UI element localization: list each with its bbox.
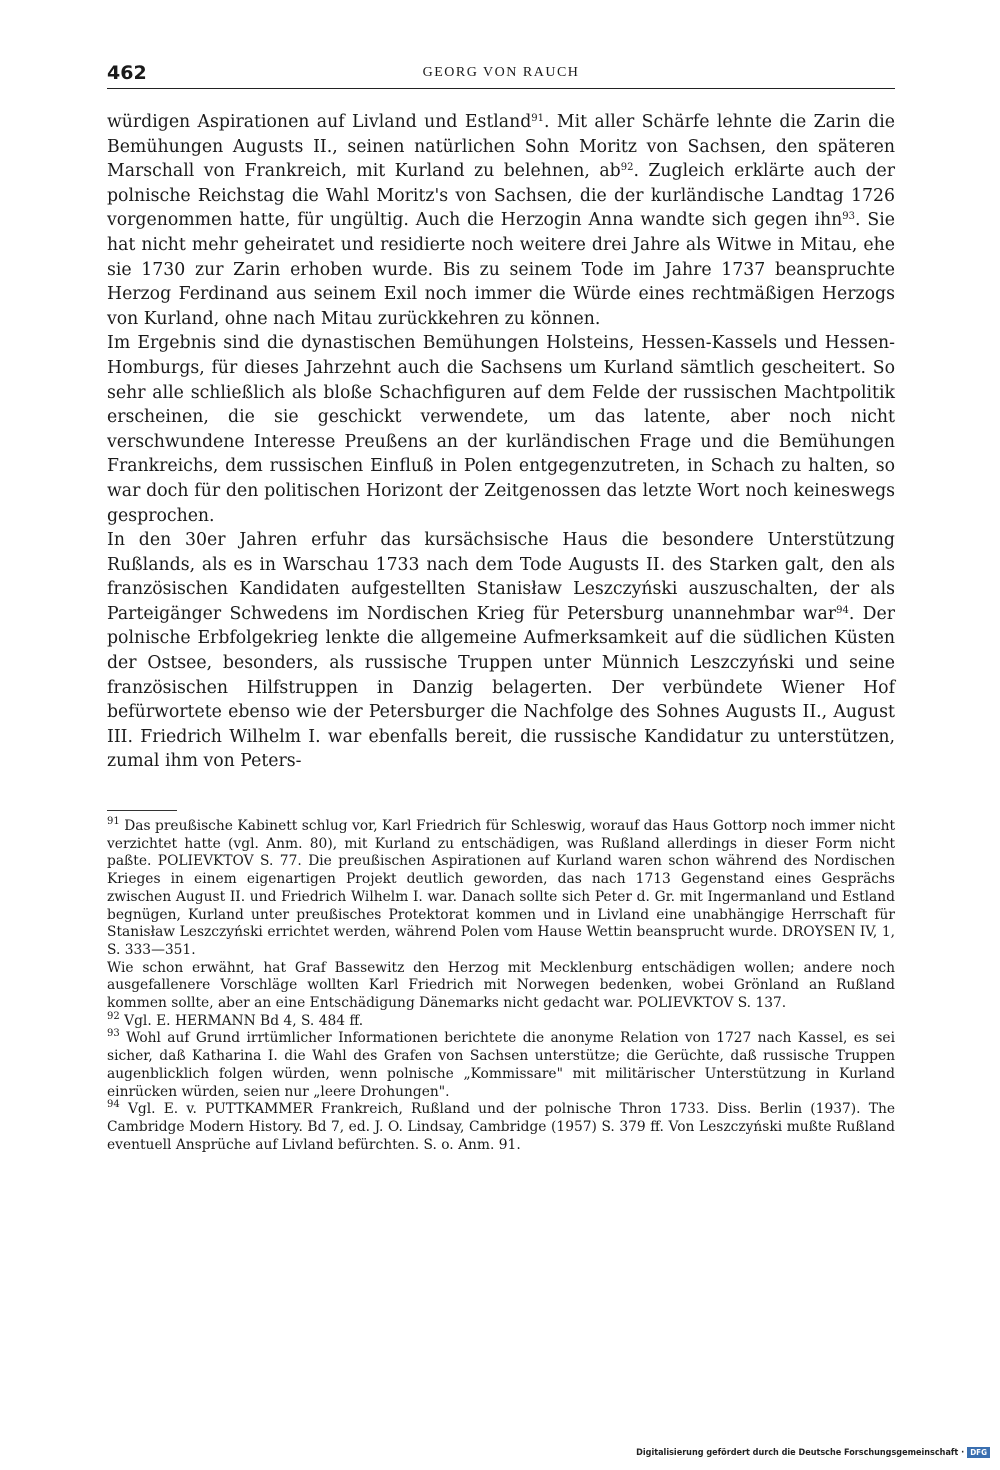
footnote-mark: 94 — [107, 1099, 120, 1111]
footnote-93 — [107, 1030, 895, 1101]
footnote-94 — [107, 1101, 895, 1154]
paragraph-text: . Mit aller Schärfe lehnte die Zarin die Bemühungen Augusts II., seinen natürlichen Sohn Moritz von Sachsen, den späteren Marschall von Frankreich, mit Kurland zu belehnen, ab — [107, 112, 895, 182]
paragraph-text: . Zugleich erklärte auch der polnische Reichstag die Wahl Moritz's von Sachsen, die der kurländische Landtag 1726 vorgenommen hatte, für ungültig. Auch die Herzogin Anna wandte sich gegen ihn — [107, 161, 895, 231]
footnote-text: Vgl. E. HERMANN Bd 4, S. 484 ff. — [124, 1012, 364, 1029]
footnote-mark: 93 — [107, 1028, 120, 1040]
paragraph-2: Im Ergebnis sind die dynastischen Bemühungen Holsteins, Hessen-Kassels und Hessen-Homburgs, für dieses Jahrzehnt auch die Sachsens um Kurland sämtlich gescheitert. So sehr alle schließlich als bloße Schachfiguren auf dem Felde der russischen Machtpolitik erscheinen, die sie geschickt verwendete, um das latente, aber noch nicht verschwundene Interesse Preußens an der kurländischen Frage und die Bemühungen Frankreichs, dem russischen Einfluß in Polen entgegenzutreten, in Schach zu halten, so war doch für den politischen Horizont der Zeitgenossen das letzte Wort noch keineswegs gesprochen. — [107, 333, 895, 526]
credit-text: Digitalisierung gefördert durch die Deutsche Forschungsgemeinschaft · — [636, 1447, 965, 1458]
footnote-91-continued: Wie schon erwähnt, hat Graf Bassewitz den Herzog mit Mecklenburg entschädigen wollen; andere noch ausgefallenere Vorschläge wollten Karl Friedrich mit Norwegen bedenken, wobei Grönland an Rußland kommen sollte, aber an eine Entschädigung Dänemarks nicht gedacht war. POLIEVKTOV S. 137. — [107, 959, 895, 1012]
digitization-credit — [636, 1447, 990, 1458]
paragraph-text: würdigen Aspirationen auf Livland und Estland — [107, 112, 532, 132]
paragraph-text: . Sie hat nicht mehr geheiratet und residierte noch weitere drei Jahre als Witwe in Mitau, ehe sie 1730 zur Zarin erhoben wurde. Bis zu seinem Tode im Jahre 1737 beanspruchte Herzog Ferdinand aus seinem Exil noch immer die Würde eines rechtmäßigen Herzogs von Kurland, ohne nach Mitau zurückkehren zu können. — [107, 210, 895, 329]
footnotes — [107, 818, 895, 1154]
paragraph-text: In den 30er Jahren erfuhr das kursächsische Haus die besondere Unterstützung Rußlands, als es in Warschau 1733 nach dem Tode Augusts II. des Starken galt, den als französischen Kandidaten aufgestellten Stanisław Leszczyński auszuschalten, der als Parteigänger Schwedens im Nordischen Krieg für Petersburg unannehmbar war — [107, 530, 895, 624]
paragraph-3 — [107, 528, 895, 774]
body-text — [107, 110, 895, 774]
footnote-text: Vgl. E. v. PUTTKAMMER Frankreich, Rußland und der polnische Thron 1733. Diss. Berlin (1937). The Cambridge Modern History. Bd 7, ed. J. O. Lindsay, Cambridge (1957) S. 379 ff. Von Leszczyński mußte Rußland eventuell Ansprüche auf Livland befürchten. S. o. Anm. 91. — [107, 1101, 896, 1153]
running-title: GEORG VON RAUCH — [422, 65, 580, 80]
page-header — [107, 62, 895, 89]
paragraph-1 — [107, 110, 895, 331]
paragraph-text: . Der polnische Erbfolgekrieg lenkte die allgemeine Aufmerksamkeit auf die südlichen Küsten der Ostsee, besonders, als russische Truppen unter Münnich Leszczyński und seine französischen Hilfstruppen in Danzig belagerten. Der verbündete Wiener Hof befürwortete ebenso wie der Petersburger die Nachfolge des Sohnes Augusts II., August III. Friedrich Wilhelm I. war ebenfalls bereit, die russische Kandidatur zu unterstützen, zumal ihm von Peters- — [107, 603, 895, 772]
footnote-ref-93[interactable]: 93 — [842, 211, 855, 223]
footnote-mark: 91 — [107, 816, 120, 827]
footnote-text: Wohl auf Grund irrtümlicher Informationen berichtete die anonyme Relation von 1727 nach Kassel, es sei sicher, daß Katharina I. die Wahl des Grafen von Sachsen unterstütze; die Gerüchte, daß russische Truppen augenblicklich folgen würden, wenn polnische „Kommissare" mit militärischer Unterstützung in Kurland einrücken würden, seien nur „leere Drohungen". — [107, 1030, 895, 1100]
footnote-mark: 92 — [107, 1010, 120, 1022]
footnote-ref-92[interactable]: 92 — [620, 162, 634, 174]
footnote-divider — [107, 810, 177, 811]
page-number: 462 — [107, 62, 147, 84]
footnote-91 — [107, 818, 895, 960]
dfg-logo-icon: DFG — [967, 1447, 990, 1458]
footnote-ref-94[interactable]: 94 — [836, 604, 849, 616]
footnote-ref-91[interactable]: 91 — [531, 113, 545, 124]
footnote-92 — [107, 1010, 895, 1031]
footnote-text: Das preußische Kabinett schlug vor, Karl Friedrich für Schleswig, worauf das Haus Gottorp noch immer nicht verzichtet hatte (vgl. Anm. 80), mit Kurland zu entschädigen, was Rußland allerdings in dieser Form nicht paßte. POLIEVKTOV S. 77. Die preußischen Aspirationen auf Kurland waren schon während des Nordischen Krieges in einem eigenartigen Projekt deutlich geworden, das nach 1713 Gegenstand eines Gesprächs zwischen August II. und Friedrich Wilhelm I. war. Danach sollte sich Peter d. Gr. mit Ingermanland und Estland begnügen, Kurland unter preußisches Protektorat kommen und in Livland eine unabhängige Herrschaft für Stanisław Leszczyński errichtet werden, während Polen vom Hause Wettin beansprucht wurde. DROYSEN IV, 1, S. 333—351. — [107, 818, 896, 958]
